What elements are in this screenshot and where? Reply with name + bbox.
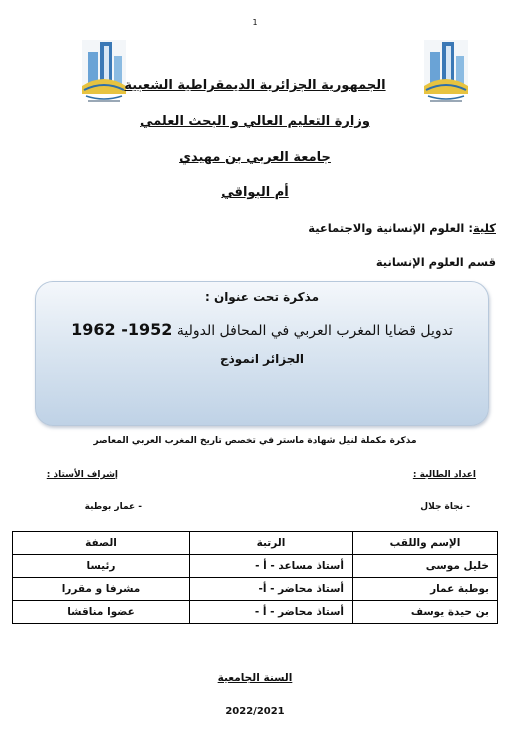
title-box-heading: مذكرة تحت عنوان : (204, 290, 320, 304)
header-rank: الرتبة (190, 532, 353, 555)
thesis-title (36, 320, 488, 339)
thesis-title-text: تدويل قضايا المغرب العربي في المحافل الدولية (176, 323, 453, 339)
member-role: عضوا مناقشا (13, 601, 190, 624)
faculty-label: كلية (472, 221, 496, 235)
student-name: - نجاة جلال (420, 502, 470, 512)
member-name: بن حيدة يوسف (353, 601, 498, 624)
header-role: الصفة (13, 532, 190, 555)
header-name: الإسم واللقب (353, 532, 498, 555)
jury-header-row (13, 532, 498, 555)
member-name: خليل موسى (353, 555, 498, 578)
student-label: اعداد الطالبة : (412, 470, 476, 480)
table-row (13, 555, 498, 578)
member-role: مشرفا و مقررا (13, 578, 190, 601)
page-number: 1 (252, 18, 258, 27)
city-heading: أم البواقي (221, 185, 289, 200)
member-rank: أستاذ محاضر - أ - (190, 601, 353, 624)
faculty-value: : العلوم الإنسانية والاجتماعية (308, 221, 473, 235)
table-row (13, 578, 498, 601)
supervisor-name: - عمار بوطبة (84, 502, 142, 512)
member-role: رئيسا (13, 555, 190, 578)
jury-table (12, 531, 498, 624)
supervisor-label: إشراف الأستاذ : (46, 470, 118, 480)
memo-note: مذكرة مكملة لنيل شهادة ماستر في تخصص تاريخ المغرب العربي المعاصر (93, 436, 417, 446)
faculty-line (308, 221, 496, 235)
university-logo-left (78, 38, 130, 110)
ministry-heading: وزارة التعليم العالي و البحث العلمي (140, 114, 370, 129)
member-rank: أستاذ محاضر - أ- (190, 578, 353, 601)
academic-year: 2022/2021 (225, 706, 285, 717)
member-name: بوطبة عمار (353, 578, 498, 601)
thesis-years: 1952- 1962 (71, 320, 173, 339)
republic-heading: الجمهورية الجزائرية الديمقراطية الشعبية (124, 78, 386, 93)
table-row (13, 601, 498, 624)
academic-year-label: السنة الجامعية (217, 672, 293, 684)
title-box (35, 281, 489, 426)
university-logo-right (420, 38, 472, 110)
member-rank: أستاذ مساعد - أ - (190, 555, 353, 578)
department-line: قسم العلوم الإنسانية (375, 255, 496, 269)
university-heading: جامعة العربي بن مهيدي (179, 150, 331, 165)
thesis-subtitle: الجزائر انموذج (220, 352, 304, 366)
